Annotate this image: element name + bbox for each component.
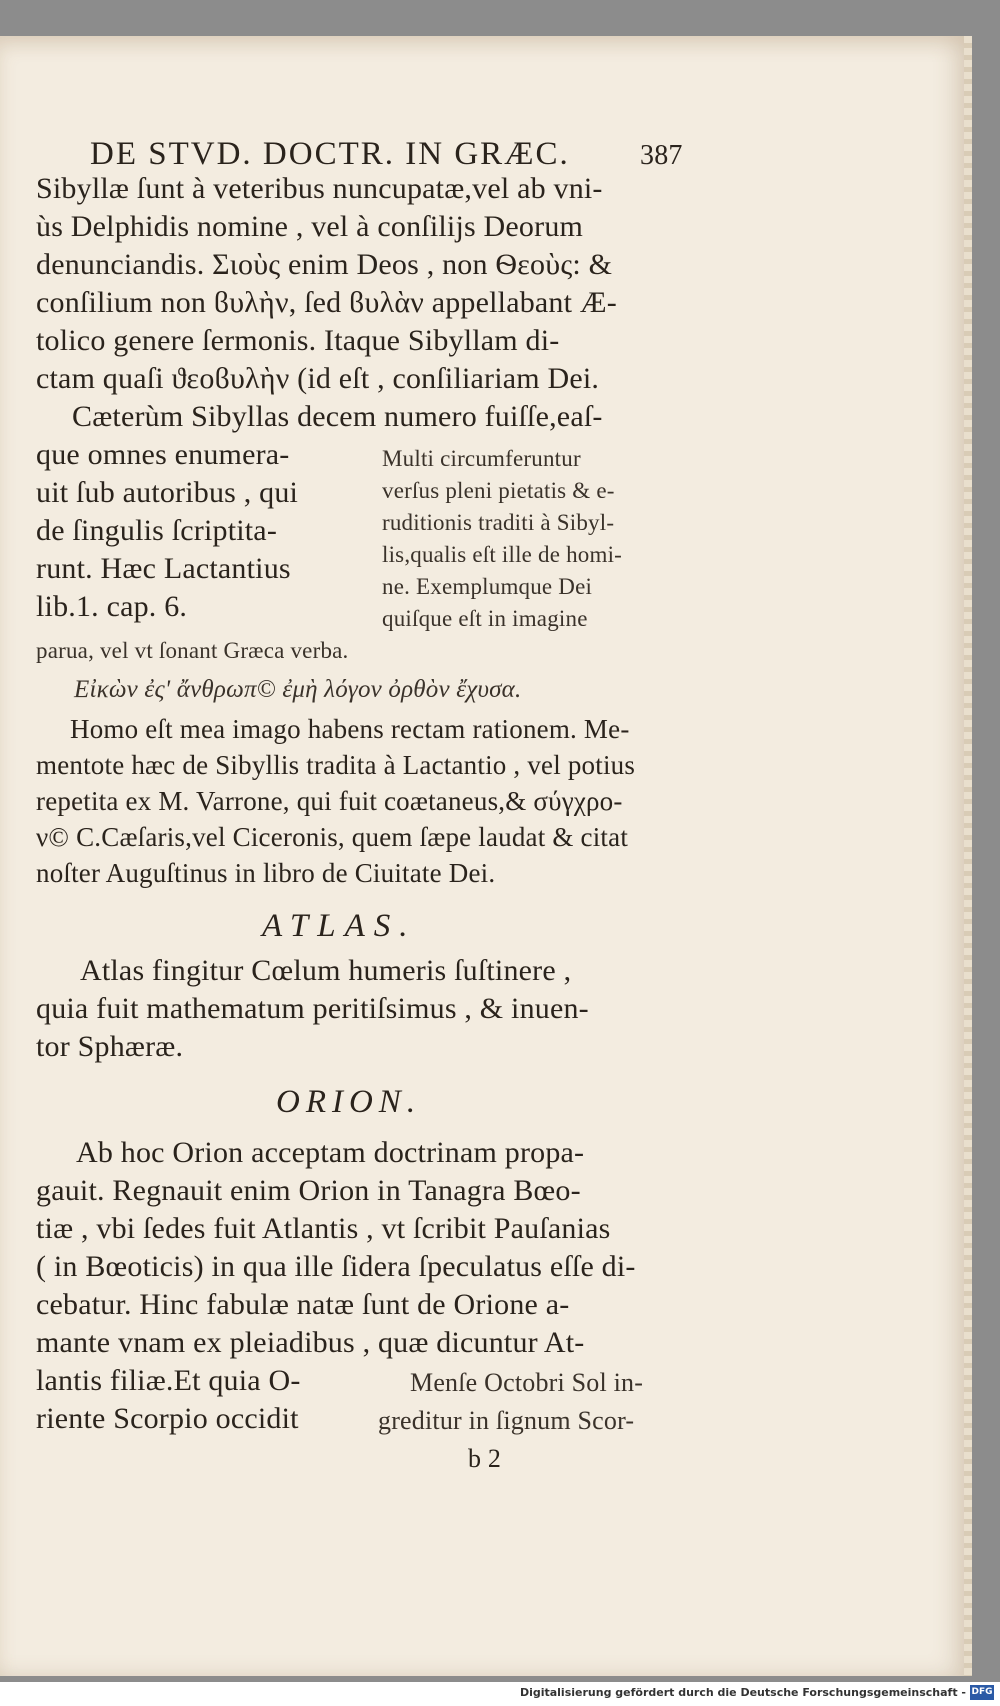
section-heading-atlas: ATLAS. [262,908,417,944]
signature-mark: b 2 [468,1444,502,1473]
side-note-line: Menſe Octobri Sol in- [410,1368,644,1397]
text-line: Cæterùm Sibyllas decem numero fuiſſe,eaſ- [72,400,603,433]
section-heading-orion: ORION. [276,1084,422,1120]
side-note-line: lis,qualis eſt ille de homi- [382,542,623,567]
text-line: noſter Auguſtinus in libro de Ciuitate Dei. [36,858,496,888]
text-line: denunciandis. Σιοὺς enim Deos , non Ѳεοὺς: & [36,248,613,281]
text-line: riente Scorpio occidit [36,1402,299,1435]
book-page [0,36,968,1676]
text-line: lib.1. cap. 6. [36,590,188,623]
text-line: ctam quaſi ϑεοϐυλὴν (id eſt , conſiliariam Dei. [36,362,600,395]
text-line: mante vnam ex pleiadibus , quæ dicuntur At- [36,1326,585,1359]
text-line: ν© C.Cæſaris,vel Ciceronis, quem ſæpe laudat & citat [36,822,629,852]
text-line: ùs Delphidis nomine , vel à conſilijs Deorum [36,210,584,243]
text-line: repetita ex M. Varrone, qui fuit coætaneus,& σύγχρο- [36,786,623,816]
text-line: conſilium non ϐυλὴν, ſed ϐυλὰν appellabant Æ- [36,286,617,319]
side-note-line: verſus pleni pietatis & e- [382,478,615,503]
side-note-line: quiſque eſt in imagine [382,606,588,631]
page-number: 387 [640,140,683,171]
text-line: quia fuit mathematum peritiſsimus , & inuen- [36,992,589,1025]
side-note-line: Multi circumferuntur [382,446,581,471]
text-line: tolico genere ſermonis. Itaque Sibyllam di- [36,324,560,357]
side-note-line: greditur in ſignum Scor- [378,1406,635,1435]
text-line: runt. Hæc Lactantius [36,552,291,585]
footer-credit: Digitalisierung gefördert durch die Deutsche Forschungsgemeinschaft - [519,1686,966,1699]
text-line: tiæ , vbi ſedes fuit Atlantis , vt ſcribit Pauſanias [36,1212,611,1245]
text-line: cebatur. Hinc fabulæ natæ ſunt de Orione a- [36,1288,570,1321]
text-line: Ab hoc Orion acceptam doctrinam propa- [76,1136,585,1169]
text-line: lantis filiæ.Et quia O- [36,1364,301,1397]
side-note-line: parua, vel vt ſonant Græca verba. [36,638,349,663]
text-line: Sibyllæ ſunt à veteribus nuncupatæ,vel ab vni- [36,172,603,205]
text-line: uit ſub autoribus , qui [36,476,299,509]
dfg-logo-icon: DFG [970,1685,994,1700]
running-head: DE STVD. DOCTR. IN GRÆC. [90,136,570,172]
side-note-line: ne. Exemplumque Dei [382,574,593,599]
side-note-line: ruditionis traditi à Sibyl- [382,510,615,535]
text-line: ( in Bœoticis) in qua ille ſidera ſpeculatus eſſe di- [36,1250,636,1283]
greek-quote: Εἰκὼν ἐς' ἄνθρωπ© ἐμὴ λόγον ὀρθὸν ἔχυσα. [74,676,522,703]
text-line: que omnes enumera- [36,438,290,471]
text-line: tor Sphæræ. [36,1030,184,1063]
text-line: gauit. Regnauit enim Orion in Tanagra Bœo- [36,1174,581,1207]
text-line: Homo eſt mea imago habens rectam rationem. Me- [70,714,630,744]
text-line: de ſingulis ſcriptita- [36,514,278,547]
text-line: mentote hæc de Sibyllis tradita à Lactantio , vel potius [36,750,636,780]
text-line: Atlas fingitur Cœlum humeris ſuſtinere , [80,954,572,987]
